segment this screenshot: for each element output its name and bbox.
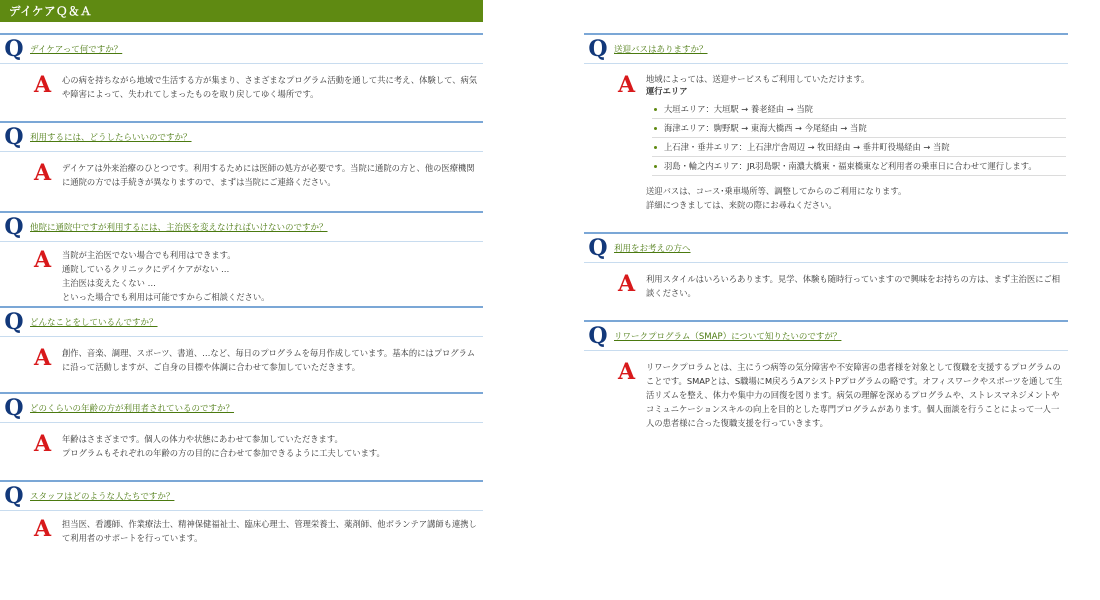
a-icon: A <box>34 345 52 371</box>
question-row <box>0 306 483 337</box>
q-icon: Q <box>588 235 608 261</box>
question-link[interactable]: リワークプログラム（SMAP）について知りたいのですが？ <box>614 332 842 342</box>
question-row <box>584 320 1068 351</box>
route-list <box>646 100 1066 176</box>
page-title: デイケアＱ＆Ａ <box>0 0 483 22</box>
answer-text <box>62 248 271 304</box>
question-row <box>0 121 483 152</box>
answer-line: 主治医は変えたくない … <box>62 278 156 288</box>
a-icon: A <box>618 359 636 385</box>
route-item: 羽島・輪之内エリア：JR羽島駅・南濃大橋東・福束橋東など利用者の乗車日に合わせて運行します。 <box>652 157 1066 176</box>
answer-line: といった場合でも利用は可能ですからご相談ください。 <box>62 292 270 302</box>
question-row <box>0 211 483 242</box>
a-icon: A <box>618 72 636 98</box>
answer-row <box>584 64 1068 184</box>
answer-text <box>646 360 1068 430</box>
answer-row <box>0 511 483 545</box>
answer-line: プログラムもそれぞれの年齢の方の目的に合わせて参加できるように工夫しています。 <box>62 448 385 458</box>
answer-row <box>0 64 483 101</box>
answer-row <box>584 263 1068 300</box>
answer-line: 利用スタイルはいろいろあります。見学、体験も随時行っていますので興味をお持ちの方は、まず主治医にご相談ください。 <box>646 274 1061 298</box>
answer-row <box>0 152 483 189</box>
qa-item <box>0 392 483 460</box>
answer-line: 地域によっては、送迎サービスもご利用していただけます。 <box>646 74 870 84</box>
a-icon: A <box>34 431 52 457</box>
qa-item <box>0 121 483 189</box>
question-link[interactable]: どんなことをしているんですか？ <box>30 318 158 328</box>
answer-row <box>0 423 483 460</box>
q-icon: Q <box>4 36 24 62</box>
q-icon: Q <box>588 323 608 349</box>
a-icon: A <box>34 247 52 273</box>
question-row <box>584 33 1068 64</box>
question-row <box>0 480 483 511</box>
q-icon: Q <box>588 36 608 62</box>
answer-line: 年齢はさまざまです。個人の体力や状態にあわせて参加していただきます。 <box>62 434 343 444</box>
answer-text <box>62 346 483 374</box>
answer-text <box>646 73 1068 184</box>
qa-item <box>0 211 483 304</box>
q-icon: Q <box>4 395 24 421</box>
q-icon: Q <box>4 309 24 335</box>
question-link[interactable]: スタッフはどのような人たちですか？ <box>30 492 175 502</box>
question-link[interactable]: 送迎バスはありますか？ <box>614 45 708 55</box>
answer-line: デイケアは外来治療のひとつです。利用するためには医師の処方が必要です。当院に通院の方と、他の医療機関に通院の方では手続きが異なりますので、まずは当院にご連絡ください。 <box>62 163 475 187</box>
qa-item <box>584 320 1068 430</box>
question-row <box>0 392 483 423</box>
question-link[interactable]: どのくらいの年齢の方が利用者されているのですか？ <box>30 404 235 414</box>
question-link[interactable]: デイケアって何ですか？ <box>30 45 123 55</box>
q-icon: Q <box>4 483 24 509</box>
route-title: 運行エリア <box>646 86 688 96</box>
qa-item <box>584 232 1068 300</box>
a-icon: A <box>34 516 52 542</box>
answer-line: 創作、音楽、調理、スポーツ、書道、…など、毎日のプログラムを毎月作成しています。基本的にはプログラムに沿って活動しますが、ご自身の目標や体調に合わせて参加していただきます。 <box>62 348 476 372</box>
answer-text <box>62 73 483 101</box>
route-item: 大垣エリア：大垣駅 → 養老経由 → 当院 <box>652 100 1066 119</box>
note-line: 詳細につきましては、来院の際にお尋ねください。 <box>646 200 837 210</box>
answer-text <box>62 432 387 460</box>
right-column <box>584 0 1068 430</box>
answer-text <box>646 272 1068 300</box>
a-icon: A <box>34 72 52 98</box>
a-icon: A <box>34 160 52 186</box>
bus-notes <box>584 184 1068 212</box>
answer-line: 当院が主治医でない場合でも利用はできます。 <box>62 250 236 260</box>
left-column <box>0 0 483 545</box>
route-item: 上石津・垂井エリア：上石津庁舎周辺 → 牧田経由 → 垂井町役場経由 → 当院 <box>652 138 1066 157</box>
answer-line: リワークプロラムとは、主にうつ病等の気分障害や不安障害の患者様を対象として復職を支援するプログラムのことです。SMAPとは、S職場にM戻ろうAアシストPプログラムの略です。オフィスワークやスポーツを通して生活リズムを整え、体力や集中力の回復を図ります。病気の理解を深めるプログラムや、ストレスマネジメントやコミュニケーションスキルの向上を目的とした専門プログラムがあります。個人面談を行うことによって一人一人の患者様に合った復職支援を行っていきます。 <box>646 362 1063 428</box>
a-icon: A <box>618 271 636 297</box>
answer-text <box>62 161 483 189</box>
q-icon: Q <box>4 124 24 150</box>
answer-text <box>62 517 483 545</box>
answer-line: 通院しているクリニックにデイケアがない … <box>62 264 230 274</box>
answer-row <box>0 242 483 304</box>
question-row <box>0 33 483 64</box>
question-row <box>584 232 1068 263</box>
question-link[interactable]: 他院に通院中ですが利用するには、主治医を変えなければいけないのですか？ <box>30 223 328 233</box>
answer-row <box>584 351 1068 430</box>
answer-line: 担当医、看護師、作業療法士、精神保健福祉士、臨床心理士、管理栄養士、薬剤師、他ボランテア講師も連携して利用者のサポートを行っています。 <box>62 519 477 543</box>
qa-item <box>0 480 483 545</box>
qa-item <box>0 306 483 374</box>
question-link[interactable]: 利用するには、どうしたらいいのですか？ <box>30 133 192 143</box>
question-link[interactable]: 利用をお考えの方へ <box>614 244 691 254</box>
answer-row <box>0 337 483 374</box>
route-item: 海津エリア：駒野駅 → 東海大橋西 → 今尾経由 → 当院 <box>652 119 1066 138</box>
note-line: 送迎バスは、コース･乗車場所等、調整してからのご利用になります。 <box>646 186 907 196</box>
answer-line: 心の病を持ちながら地域で生活する方が集まり、さまざまなプログラム活動を通して共に考え、体験して、病気や障害によって、失われてしまったものを取り戻してゆく場所です。 <box>62 75 478 99</box>
q-icon: Q <box>4 214 24 240</box>
qa-item <box>0 33 483 101</box>
qa-item <box>584 33 1068 212</box>
